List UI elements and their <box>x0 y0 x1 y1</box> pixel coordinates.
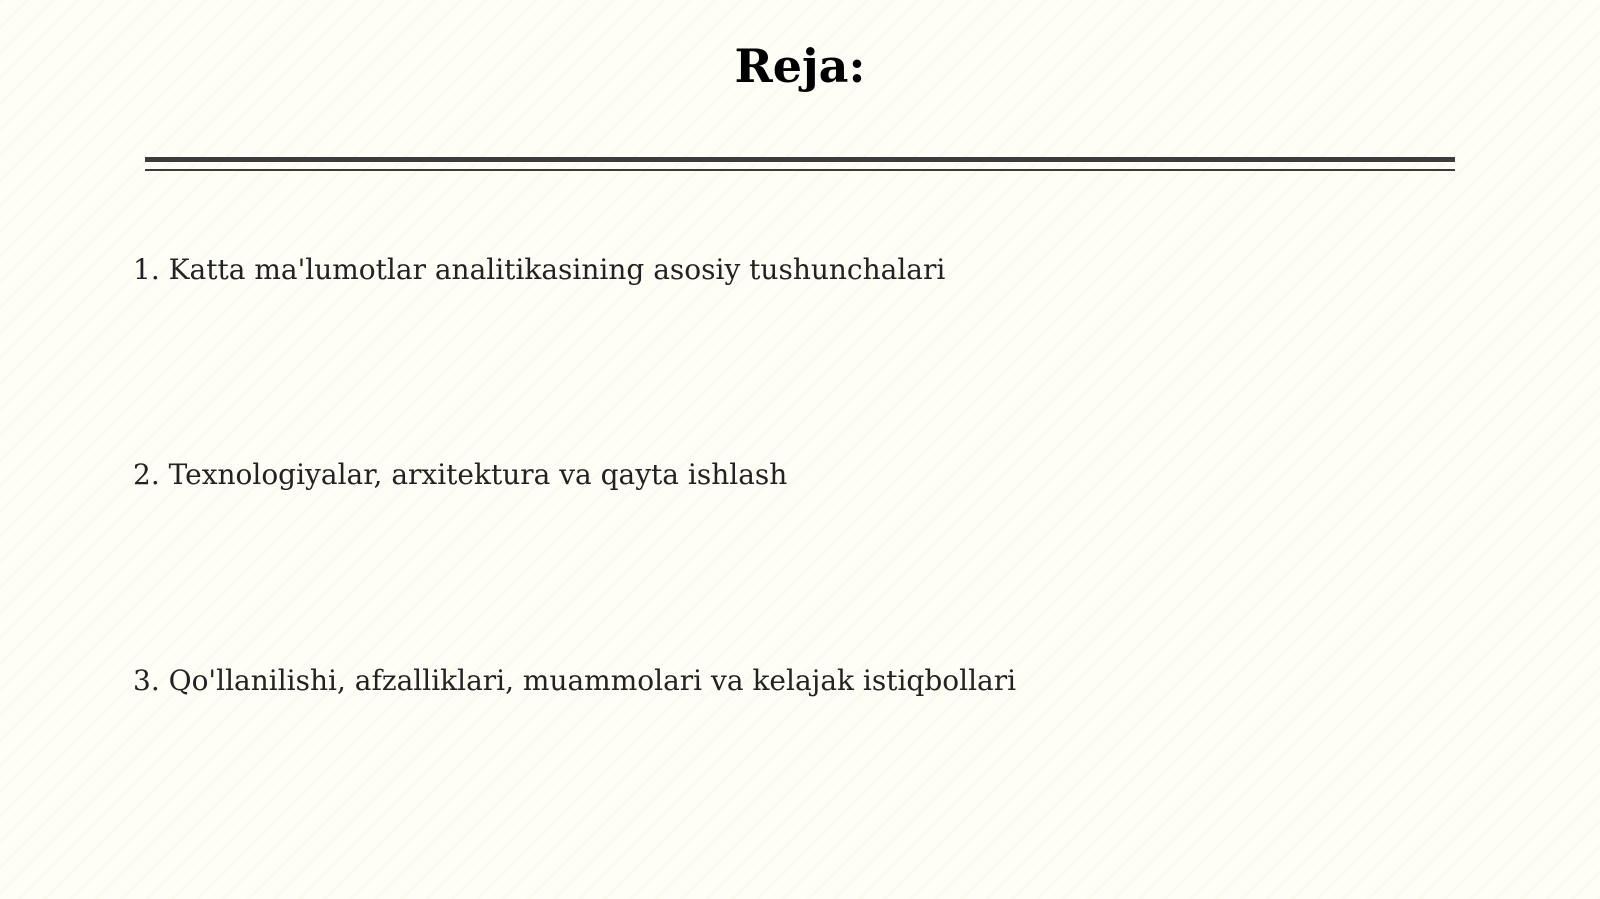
title-divider-thick <box>145 157 1455 162</box>
title-divider-thin <box>145 169 1455 171</box>
plan-item-3: 3. Qo'llanilishi, afzalliklari, muammolari va kelajak istiqbollari <box>133 664 1017 697</box>
plan-item-2: 2. Texnologiyalar, arxitektura va qayta ishlash <box>133 458 788 491</box>
slide-title: Reja: <box>734 39 866 93</box>
plan-item-1: 1. Katta ma'lumotlar analitikasining asosiy tushunchalari <box>133 253 946 286</box>
